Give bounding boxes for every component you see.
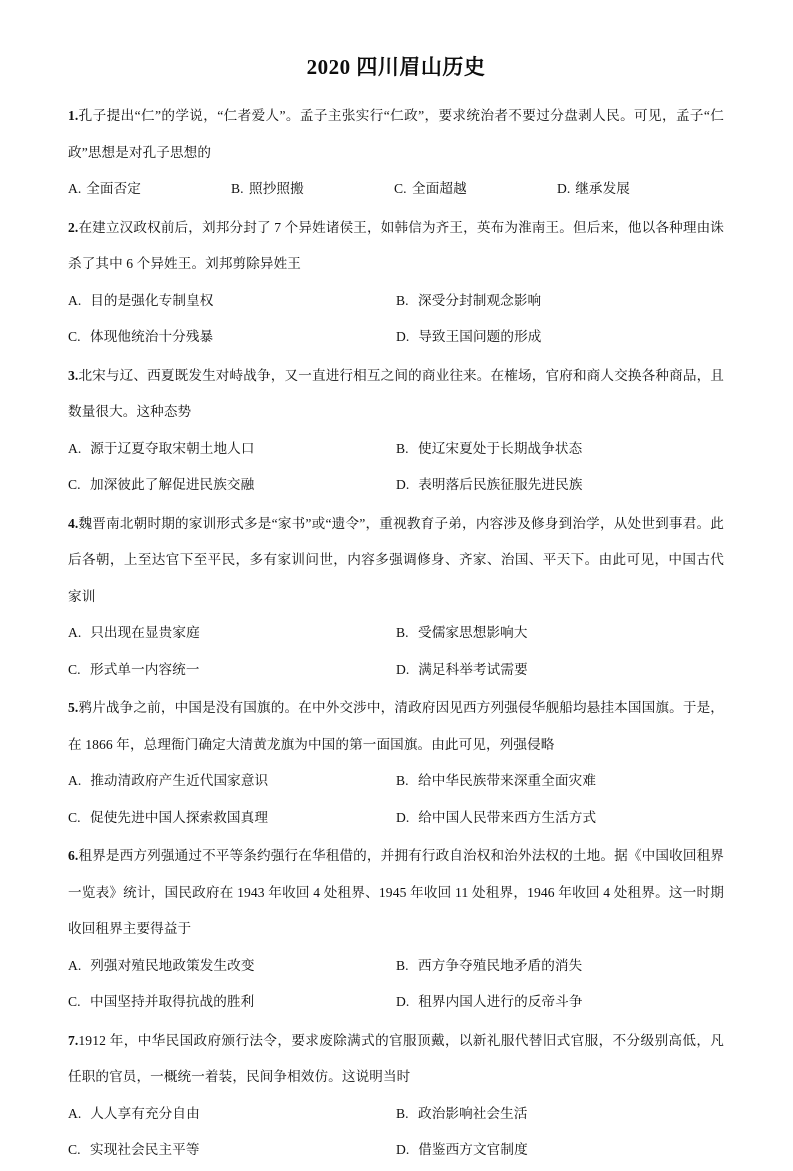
option-label: A. xyxy=(68,292,82,308)
option-b[interactable] xyxy=(396,1096,724,1133)
option-list xyxy=(68,763,724,836)
option-text: 租界内国人进行的反帝斗争 xyxy=(418,994,583,1009)
question-number: 3. xyxy=(68,367,79,383)
option-list xyxy=(68,171,724,208)
option-text: 只出现在显贵家庭 xyxy=(90,625,200,640)
option-text: 导致王国问题的形成 xyxy=(418,329,542,344)
option-text: 目的是强化专制皇权 xyxy=(90,292,214,308)
question-number: 1. xyxy=(68,108,79,123)
option-row xyxy=(68,467,724,504)
question-6 xyxy=(68,838,724,1021)
option-text: 促使先进中国人探索救国真理 xyxy=(90,809,269,825)
option-text: 加深彼此了解促进民族交融 xyxy=(90,477,255,492)
option-label: A. xyxy=(68,625,82,640)
option-label: D. xyxy=(396,994,410,1009)
option-d[interactable] xyxy=(557,171,720,208)
question-number: 4. xyxy=(68,515,79,531)
option-a[interactable] xyxy=(68,283,396,320)
option-row xyxy=(68,615,724,652)
option-c[interactable] xyxy=(68,800,396,837)
option-text: 受儒家思想影响大 xyxy=(418,625,528,640)
question-text: 租界是西方列强通过不平等条约强行在华租借的，并拥有行政自治权和治外法权的土地。据《中国收回租界一览表》统计，国民政府在 1943 年收回 4 处租界、1945 年收回 11 处租界，1946 年收回 4 处租界。这一时期收回租界主要得益于 xyxy=(68,848,724,936)
page-title: 2020 四川眉山历史 xyxy=(306,55,486,79)
question-stem xyxy=(68,506,724,616)
option-row xyxy=(68,171,724,208)
option-row xyxy=(68,984,724,1021)
option-d[interactable] xyxy=(396,652,724,689)
option-c[interactable] xyxy=(68,984,396,1021)
option-label: B. xyxy=(396,625,409,640)
option-list xyxy=(68,1096,724,1169)
option-a[interactable] xyxy=(68,431,396,468)
option-text: 实现社会民主平等 xyxy=(90,1142,200,1157)
question-number: 6. xyxy=(68,848,79,863)
option-row xyxy=(68,763,724,800)
option-list xyxy=(68,431,724,504)
option-a[interactable] xyxy=(68,171,231,208)
option-text: 给中华民族带来深重全面灾难 xyxy=(418,773,597,788)
option-c[interactable] xyxy=(68,467,396,504)
option-row xyxy=(68,1096,724,1133)
option-text: 借鉴西方文官制度 xyxy=(418,1142,528,1157)
option-label: C. xyxy=(68,1142,81,1157)
question-text: 魏晋南北朝时期的家训形式多是“家书”或“遗令”，重视教育子弟，内容涉及修身到治学，从处世到事君。此后各朝，上至达官下至平民，多有家训问世，内容多强调修身、齐家、治国、平天下。由此可见，中国古代家训 xyxy=(68,515,724,604)
option-d[interactable] xyxy=(396,319,724,356)
option-label: C. xyxy=(68,477,81,492)
option-label: B. xyxy=(396,440,409,456)
option-text: 表明落后民族征服先进民族 xyxy=(418,477,583,492)
option-text: 满足科举考试需要 xyxy=(418,661,528,677)
question-text: 北宋与辽、西夏既发生对峙战争，又一直进行相互之间的商业往来。在榷场，官府和商人交换各种商品，且数量很大。这种态势 xyxy=(68,367,724,419)
question-text: 在建立汉政权前后，刘邦分封了 7 个异姓诸侯王，如韩信为齐王，英布为淮南王。但后来，他以各种理由诛杀了其中 6 个异姓王。刘邦剪除异姓王 xyxy=(68,219,724,271)
option-c[interactable] xyxy=(394,171,557,208)
option-label: A. xyxy=(68,957,82,973)
option-label: C. xyxy=(68,994,81,1009)
question-stem xyxy=(68,98,724,171)
question-5 xyxy=(68,690,724,836)
option-c[interactable] xyxy=(68,1132,396,1169)
option-label: C. xyxy=(68,661,81,677)
option-text: 中国坚持并取得抗战的胜利 xyxy=(90,994,255,1009)
question-stem xyxy=(68,838,724,948)
question-number: 5. xyxy=(68,700,79,715)
option-text: 体现他统治十分残暴 xyxy=(90,329,214,344)
question-text: 孔子提出“仁”的学说，“仁者爱人”。孟子主张实行“仁政”，要求统治者不要过分盘剥人民。可见，孟子“仁政”思想是对孔子思想的 xyxy=(68,108,724,160)
option-row xyxy=(68,283,724,320)
option-label: D. xyxy=(396,1142,410,1157)
option-label: B. xyxy=(396,957,409,973)
option-text: 全面否定 xyxy=(86,181,141,196)
option-row xyxy=(68,800,724,837)
option-row xyxy=(68,431,724,468)
option-label: B. xyxy=(396,292,409,308)
option-text: 全面超越 xyxy=(412,181,467,196)
option-b[interactable] xyxy=(396,283,724,320)
option-label: C. xyxy=(68,809,81,825)
option-a[interactable] xyxy=(68,615,396,652)
option-label: D. xyxy=(396,329,410,344)
option-list xyxy=(68,283,724,356)
option-d[interactable] xyxy=(396,984,724,1021)
option-d[interactable] xyxy=(396,800,724,837)
option-list xyxy=(68,615,724,688)
option-text: 照抄照搬 xyxy=(249,181,304,196)
option-label: D. xyxy=(396,809,410,825)
option-c[interactable] xyxy=(68,652,396,689)
option-label: B. xyxy=(396,1105,409,1121)
option-text: 政治影响社会生活 xyxy=(418,1105,528,1121)
option-label: B. xyxy=(396,773,409,788)
option-label: D. xyxy=(396,661,410,677)
option-text: 使辽宋夏处于长期战争状态 xyxy=(418,440,583,456)
question-7 xyxy=(68,1023,724,1169)
question-4 xyxy=(68,506,724,689)
option-label: A. xyxy=(68,1105,82,1121)
question-3 xyxy=(68,358,724,504)
option-b[interactable] xyxy=(396,615,724,652)
question-text: 1912 年，中华民国政府颁行法令，要求废除满式的官服顶戴，以新礼服代替旧式官服，不分级别高低，凡任职的官员，一概统一着装，民间争相效仿。这说明当时 xyxy=(68,1032,724,1084)
option-text: 深受分封制观念影响 xyxy=(418,292,542,308)
option-text: 列强对殖民地政策发生改变 xyxy=(90,957,255,973)
option-text: 西方争夺殖民地矛盾的消失 xyxy=(418,957,583,973)
option-label: C. xyxy=(394,181,407,196)
option-label: D. xyxy=(557,181,571,196)
option-b[interactable] xyxy=(396,431,724,468)
option-text: 推动清政府产生近代国家意识 xyxy=(90,773,269,788)
question-stem xyxy=(68,358,724,431)
question-number: 7. xyxy=(68,1032,79,1048)
option-text: 给中国人民带来西方生活方式 xyxy=(418,809,597,825)
option-text: 人人享有充分自由 xyxy=(90,1105,200,1121)
option-label: B. xyxy=(231,181,244,196)
question-stem xyxy=(68,1023,724,1096)
question-text: 鸦片战争之前，中国是没有国旗的。在中外交涉中，清政府因见西方列强侵华舰船均悬挂本国国旗。于是，在 1866 年，总理衙门确定大清黄龙旗为中国的第一面国旗。由此可见，列强侵略 xyxy=(68,700,724,752)
question-number: 2. xyxy=(68,219,79,235)
option-label: C. xyxy=(68,329,81,344)
option-text: 继承发展 xyxy=(575,181,630,196)
option-text: 源于辽夏夺取宋朝土地人口 xyxy=(90,440,255,456)
question-2 xyxy=(68,210,724,356)
option-b[interactable] xyxy=(396,948,724,985)
option-text: 形式单一内容统一 xyxy=(90,661,200,677)
option-b[interactable] xyxy=(396,763,724,800)
question-stem xyxy=(68,210,724,283)
option-list xyxy=(68,948,724,1021)
option-row xyxy=(68,319,724,356)
option-d[interactable] xyxy=(396,1132,724,1169)
option-row xyxy=(68,652,724,689)
option-row xyxy=(68,1132,724,1169)
page-content xyxy=(68,52,724,1171)
option-a[interactable] xyxy=(68,948,396,985)
option-label: A. xyxy=(68,440,82,456)
question-stem xyxy=(68,690,724,763)
option-a[interactable] xyxy=(68,1096,396,1133)
option-a[interactable] xyxy=(68,763,396,800)
question-1 xyxy=(68,98,724,208)
option-d[interactable] xyxy=(396,467,724,504)
option-label: A. xyxy=(68,773,82,788)
option-c[interactable] xyxy=(68,319,396,356)
option-b[interactable] xyxy=(231,171,394,208)
option-label: A. xyxy=(68,181,82,196)
option-row xyxy=(68,948,724,985)
option-label: D. xyxy=(396,477,410,492)
